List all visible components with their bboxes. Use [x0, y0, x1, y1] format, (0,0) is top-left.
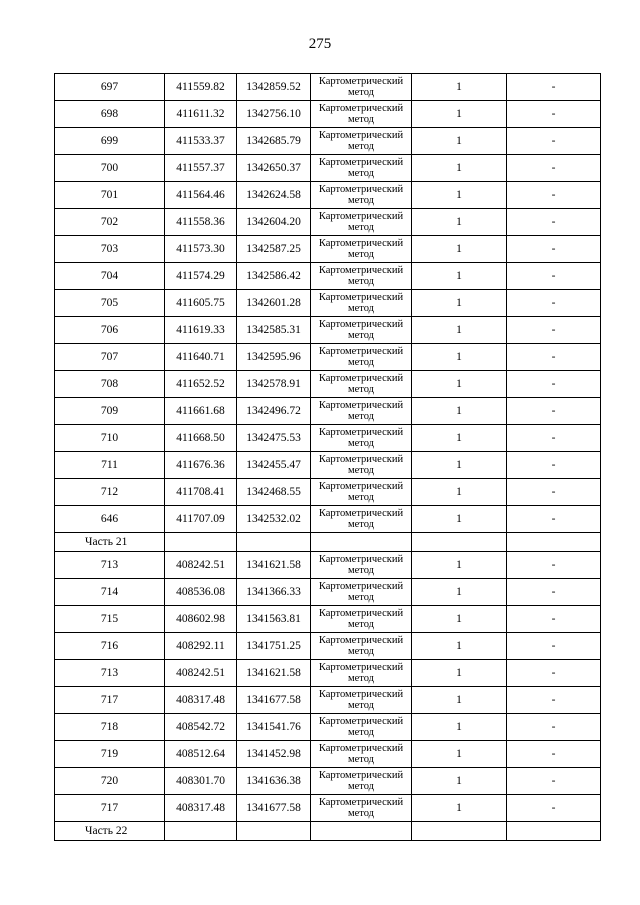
- method-cell: Картометрический метод: [311, 101, 412, 128]
- y-coordinate-cell: 1342685.79: [237, 128, 311, 155]
- x-coordinate-cell: 411652.52: [165, 371, 237, 398]
- accuracy-cell: 1: [412, 506, 507, 533]
- x-coordinate-cell: 411668.50: [165, 425, 237, 452]
- method-cell: Картометрический метод: [311, 182, 412, 209]
- method-cell: Картометрический метод: [311, 687, 412, 714]
- table-row: [55, 128, 601, 155]
- table-row: [55, 425, 601, 452]
- method-cell: Картометрический метод: [311, 209, 412, 236]
- description-cell: -: [507, 479, 601, 506]
- accuracy-cell: 1: [412, 263, 507, 290]
- accuracy-cell: 1: [412, 398, 507, 425]
- point-number-cell: 712: [55, 479, 165, 506]
- point-number-cell: 707: [55, 344, 165, 371]
- accuracy-cell: 1: [412, 236, 507, 263]
- y-coordinate-cell: 1341541.76: [237, 714, 311, 741]
- description-cell: -: [507, 317, 601, 344]
- point-number-cell: 697: [55, 74, 165, 101]
- accuracy-cell: 1: [412, 425, 507, 452]
- y-coordinate-cell: 1342756.10: [237, 101, 311, 128]
- table-row: [55, 263, 601, 290]
- description-cell: -: [507, 263, 601, 290]
- y-coordinate-cell: 1342604.20: [237, 209, 311, 236]
- description-cell: -: [507, 155, 601, 182]
- empty-cell: [412, 822, 507, 841]
- method-cell: Картометрический метод: [311, 506, 412, 533]
- point-number-cell: 646: [55, 506, 165, 533]
- accuracy-cell: 1: [412, 795, 507, 822]
- point-number-cell: 717: [55, 687, 165, 714]
- method-cell: Картометрический метод: [311, 344, 412, 371]
- accuracy-cell: 1: [412, 317, 507, 344]
- point-number-cell: 704: [55, 263, 165, 290]
- empty-cell: [165, 822, 237, 841]
- coordinates-table: [54, 73, 601, 841]
- point-number-cell: 716: [55, 633, 165, 660]
- description-cell: -: [507, 768, 601, 795]
- description-cell: -: [507, 425, 601, 452]
- method-cell: Картометрический метод: [311, 552, 412, 579]
- accuracy-cell: 1: [412, 101, 507, 128]
- method-cell: Картометрический метод: [311, 128, 412, 155]
- method-cell: Картометрический метод: [311, 290, 412, 317]
- x-coordinate-cell: 411564.46: [165, 182, 237, 209]
- point-number-cell: 720: [55, 768, 165, 795]
- x-coordinate-cell: 411574.29: [165, 263, 237, 290]
- description-cell: -: [507, 606, 601, 633]
- y-coordinate-cell: 1342595.96: [237, 344, 311, 371]
- accuracy-cell: 1: [412, 606, 507, 633]
- y-coordinate-cell: 1341751.25: [237, 633, 311, 660]
- y-coordinate-cell: 1341621.58: [237, 660, 311, 687]
- table-row: [55, 371, 601, 398]
- method-cell: Картометрический метод: [311, 263, 412, 290]
- x-coordinate-cell: 411573.30: [165, 236, 237, 263]
- y-coordinate-cell: 1341366.33: [237, 579, 311, 606]
- description-cell: -: [507, 633, 601, 660]
- accuracy-cell: 1: [412, 660, 507, 687]
- point-number-cell: 708: [55, 371, 165, 398]
- description-cell: -: [507, 128, 601, 155]
- description-cell: -: [507, 101, 601, 128]
- description-cell: -: [507, 579, 601, 606]
- table-row: [55, 290, 601, 317]
- method-cell: Картометрический метод: [311, 714, 412, 741]
- y-coordinate-cell: 1342601.28: [237, 290, 311, 317]
- point-number-cell: 700: [55, 155, 165, 182]
- table-row: [55, 101, 601, 128]
- accuracy-cell: 1: [412, 344, 507, 371]
- y-coordinate-cell: 1341677.58: [237, 687, 311, 714]
- accuracy-cell: 1: [412, 452, 507, 479]
- method-cell: Картометрический метод: [311, 479, 412, 506]
- description-cell: -: [507, 290, 601, 317]
- point-number-cell: 711: [55, 452, 165, 479]
- point-number-cell: 713: [55, 660, 165, 687]
- table-row: [55, 633, 601, 660]
- table-row: [55, 398, 601, 425]
- table-row: [55, 182, 601, 209]
- description-cell: -: [507, 398, 601, 425]
- table-row: [55, 209, 601, 236]
- point-number-cell: 706: [55, 317, 165, 344]
- x-coordinate-cell: 408542.72: [165, 714, 237, 741]
- page-number: 275: [308, 36, 332, 52]
- y-coordinate-cell: 1342586.42: [237, 263, 311, 290]
- accuracy-cell: 1: [412, 768, 507, 795]
- description-cell: -: [507, 741, 601, 768]
- description-cell: -: [507, 344, 601, 371]
- method-cell: Картометрический метод: [311, 660, 412, 687]
- y-coordinate-cell: 1342585.31: [237, 317, 311, 344]
- empty-cell: [412, 533, 507, 552]
- method-cell: Картометрический метод: [311, 317, 412, 344]
- empty-cell: [507, 533, 601, 552]
- empty-cell: [237, 822, 311, 841]
- table-row: [55, 795, 601, 822]
- coordinates-table-body: [55, 74, 601, 841]
- accuracy-cell: 1: [412, 74, 507, 101]
- point-number-cell: 710: [55, 425, 165, 452]
- y-coordinate-cell: 1342496.72: [237, 398, 311, 425]
- accuracy-cell: 1: [412, 290, 507, 317]
- point-number-cell: 701: [55, 182, 165, 209]
- accuracy-cell: 1: [412, 128, 507, 155]
- method-cell: Картометрический метод: [311, 452, 412, 479]
- table-row: [55, 714, 601, 741]
- table-row: [55, 74, 601, 101]
- x-coordinate-cell: 411559.82: [165, 74, 237, 101]
- point-number-cell: 714: [55, 579, 165, 606]
- description-cell: -: [507, 236, 601, 263]
- section-row: [55, 822, 601, 841]
- method-cell: Картометрический метод: [311, 579, 412, 606]
- y-coordinate-cell: 1342650.37: [237, 155, 311, 182]
- accuracy-cell: 1: [412, 741, 507, 768]
- x-coordinate-cell: 411708.41: [165, 479, 237, 506]
- accuracy-cell: 1: [412, 579, 507, 606]
- accuracy-cell: 1: [412, 209, 507, 236]
- x-coordinate-cell: 411707.09: [165, 506, 237, 533]
- x-coordinate-cell: 411619.33: [165, 317, 237, 344]
- table-row: [55, 317, 601, 344]
- x-coordinate-cell: 408317.48: [165, 687, 237, 714]
- accuracy-cell: 1: [412, 714, 507, 741]
- description-cell: -: [507, 74, 601, 101]
- empty-cell: [237, 533, 311, 552]
- table-row: [55, 155, 601, 182]
- point-number-cell: 718: [55, 714, 165, 741]
- method-cell: Картометрический метод: [311, 795, 412, 822]
- y-coordinate-cell: 1342468.55: [237, 479, 311, 506]
- y-coordinate-cell: 1341452.98: [237, 741, 311, 768]
- method-cell: Картометрический метод: [311, 606, 412, 633]
- description-cell: -: [507, 660, 601, 687]
- x-coordinate-cell: 411533.37: [165, 128, 237, 155]
- table-row: [55, 236, 601, 263]
- y-coordinate-cell: 1342587.25: [237, 236, 311, 263]
- section-row: [55, 533, 601, 552]
- description-cell: -: [507, 371, 601, 398]
- method-cell: Картометрический метод: [311, 74, 412, 101]
- method-cell: Картометрический метод: [311, 155, 412, 182]
- point-number-cell: 715: [55, 606, 165, 633]
- table-row: [55, 344, 601, 371]
- x-coordinate-cell: 411557.37: [165, 155, 237, 182]
- accuracy-cell: 1: [412, 371, 507, 398]
- description-cell: -: [507, 506, 601, 533]
- table-row: [55, 479, 601, 506]
- accuracy-cell: 1: [412, 479, 507, 506]
- y-coordinate-cell: 1341677.58: [237, 795, 311, 822]
- x-coordinate-cell: 411605.75: [165, 290, 237, 317]
- empty-cell: [311, 822, 412, 841]
- x-coordinate-cell: 411661.68: [165, 398, 237, 425]
- empty-cell: [165, 533, 237, 552]
- description-cell: -: [507, 687, 601, 714]
- y-coordinate-cell: 1342475.53: [237, 425, 311, 452]
- point-number-cell: 702: [55, 209, 165, 236]
- method-cell: Картометрический метод: [311, 236, 412, 263]
- method-cell: Картометрический метод: [311, 633, 412, 660]
- point-number-cell: 719: [55, 741, 165, 768]
- section-label: Часть 21: [55, 533, 165, 552]
- accuracy-cell: 1: [412, 155, 507, 182]
- section-label: Часть 22: [55, 822, 165, 841]
- table-row: [55, 506, 601, 533]
- y-coordinate-cell: 1342578.91: [237, 371, 311, 398]
- table-row: [55, 660, 601, 687]
- description-cell: -: [507, 795, 601, 822]
- accuracy-cell: 1: [412, 633, 507, 660]
- y-coordinate-cell: 1342532.02: [237, 506, 311, 533]
- point-number-cell: 699: [55, 128, 165, 155]
- y-coordinate-cell: 1342455.47: [237, 452, 311, 479]
- x-coordinate-cell: 408292.11: [165, 633, 237, 660]
- empty-cell: [507, 822, 601, 841]
- x-coordinate-cell: 408602.98: [165, 606, 237, 633]
- method-cell: Картометрический метод: [311, 741, 412, 768]
- y-coordinate-cell: 1341636.38: [237, 768, 311, 795]
- x-coordinate-cell: 408301.70: [165, 768, 237, 795]
- description-cell: -: [507, 714, 601, 741]
- point-number-cell: 698: [55, 101, 165, 128]
- y-coordinate-cell: 1341563.81: [237, 606, 311, 633]
- x-coordinate-cell: 408242.51: [165, 552, 237, 579]
- accuracy-cell: 1: [412, 552, 507, 579]
- table-row: [55, 768, 601, 795]
- x-coordinate-cell: 408512.64: [165, 741, 237, 768]
- method-cell: Картометрический метод: [311, 768, 412, 795]
- method-cell: Картометрический метод: [311, 398, 412, 425]
- y-coordinate-cell: 1342624.58: [237, 182, 311, 209]
- point-number-cell: 709: [55, 398, 165, 425]
- y-coordinate-cell: 1341621.58: [237, 552, 311, 579]
- table-row: [55, 452, 601, 479]
- description-cell: -: [507, 182, 601, 209]
- accuracy-cell: 1: [412, 182, 507, 209]
- method-cell: Картометрический метод: [311, 425, 412, 452]
- x-coordinate-cell: 411558.36: [165, 209, 237, 236]
- description-cell: -: [507, 209, 601, 236]
- x-coordinate-cell: 408317.48: [165, 795, 237, 822]
- empty-cell: [311, 533, 412, 552]
- table-row: [55, 687, 601, 714]
- x-coordinate-cell: 408536.08: [165, 579, 237, 606]
- method-cell: Картометрический метод: [311, 371, 412, 398]
- point-number-cell: 705: [55, 290, 165, 317]
- point-number-cell: 713: [55, 552, 165, 579]
- point-number-cell: 717: [55, 795, 165, 822]
- x-coordinate-cell: 411640.71: [165, 344, 237, 371]
- description-cell: -: [507, 452, 601, 479]
- table-row: [55, 552, 601, 579]
- x-coordinate-cell: 411611.32: [165, 101, 237, 128]
- table-row: [55, 606, 601, 633]
- point-number-cell: 703: [55, 236, 165, 263]
- table-row: [55, 579, 601, 606]
- x-coordinate-cell: 408242.51: [165, 660, 237, 687]
- x-coordinate-cell: 411676.36: [165, 452, 237, 479]
- accuracy-cell: 1: [412, 687, 507, 714]
- y-coordinate-cell: 1342859.52: [237, 74, 311, 101]
- description-cell: -: [507, 552, 601, 579]
- table-row: [55, 741, 601, 768]
